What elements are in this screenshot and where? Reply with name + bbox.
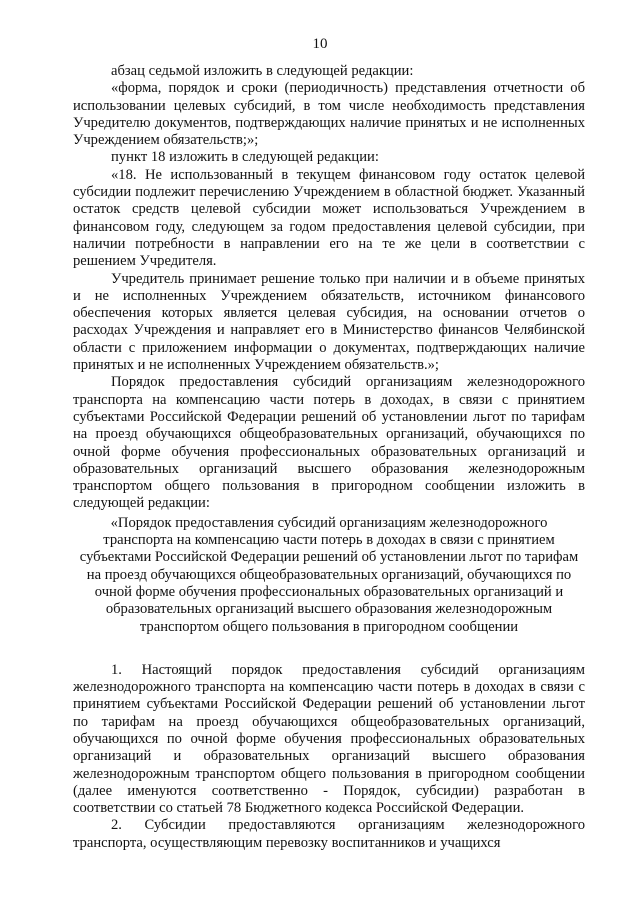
paragraph-founder-decision: Учредитель принимает решение только при наличии и в объеме принятых и не исполненных Учреждением обязательств, источником финансового обеспечения которых является целевая субсидия, на основании отчетов о расходах Учреждения и направляет его в Министерство финансов Челябинской области с приложением информации о документах, подтверждающих наличие принятых и не исполненных Учреждением обязательств.»; (73, 270, 585, 374)
paragraph-item-1: 1. Настоящий порядок предоставления субсидий организациям железнодорожного транспорта на компенсацию части потерь в доходах в связи с принятием субъектами Российской Федерации решений об установлении льгот по тарифам на проезд обучающихся общеобразовательных организаций, обучающихся по очной форме обучения профессиональных образовательных организаций и образовательных организаций высшего образования железнодорожным транспортом общего пользования в пригородном сообщении (далее именуются соответственно - Порядок, субсидии) разработан в соответствии со статьей 78 Бюджетного кодекса Российской Федерации. (73, 661, 585, 817)
page-number: 10 (312, 36, 328, 52)
spacer (73, 636, 585, 662)
paragraph-item-2: 2. Субсидии предоставляются организациям железнодорожного транспорта, осуществляющим перевозку воспитанников и учащихся (73, 817, 585, 851)
document-body (73, 63, 585, 852)
paragraph-point-18: «18. Не использованный в текущем финансовом году остаток целевой субсидии подлежит перечислению Учреждением в областной бюджет. Указанный остаток средств целевой субсидии может использоваться Учреждением в финансовом году, следующем за годом предоставления целевой субсидии, при наличии потребности в направлении его на те же цели в соответствии с решением Учредителя. (73, 166, 585, 270)
paragraph-procedure-intro: Порядок предоставления субсидий организациям железнодорожного транспорта на компенсацию части потерь в доходах, в связи с принятием субъектами Российской Федерации решений об установлении льгот по тарифам на проезд обучающихся общеобразовательных организаций, обучающихся по очной форме обучения профессиональных образовательных организаций и образовательных организаций высшего образования железнодорожным транспортом общего пользования в пригородном сообщении изложить в следующей редакции: (73, 374, 585, 512)
procedure-heading: «Порядок предоставления субсидий организациям железнодорожного транспорта на компенсацию части потерь в доходах в связи с принятием субъектами Российской Федерации решений об установлении льгот по тарифам на проезд обучающихся общеобразовательных организаций, обучающихся по очной форме обучения профессиональных образовательных организаций и образовательных организаций высшего образования железнодорожным транспортом общего пользования в пригородном сообщении (79, 514, 579, 635)
paragraph-reporting-form: «форма, порядок и сроки (периодичность) представления отчетности об использовании целевых субсидий, в том числе необходимость представления Учредителю документов, подтверждающих наличие принятых и не исполненных Учреждением обязательств;»; (73, 80, 585, 149)
paragraph-amendment-intro: абзац седьмой изложить в следующей редакции: (111, 63, 414, 79)
paragraph-point-18-intro: пункт 18 изложить в следующей редакции: (111, 149, 379, 166)
